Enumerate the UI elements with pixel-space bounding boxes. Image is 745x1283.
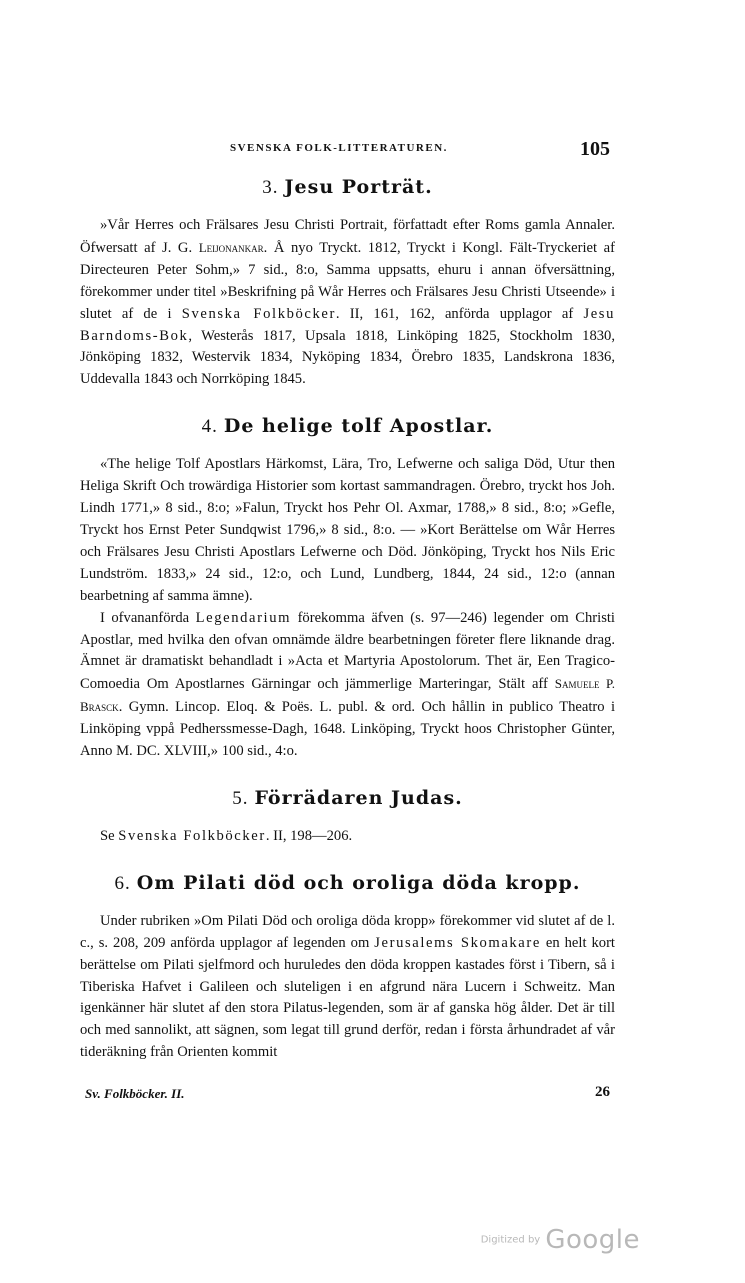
section-number: 6. — [114, 872, 131, 894]
signature-mark: Sv. Folkböcker. II. — [85, 1086, 185, 1101]
body-paragraph — [80, 608, 615, 763]
running-title: SVENSKA FOLK-LITTERATUREN. — [230, 142, 448, 154]
digitized-watermark — [481, 1225, 640, 1255]
paragraph-text: Under rubriken »Om Pilati Död och oroliga döda kropp» förekommer vid slutet af de l. c., s. 208, 209 anförda upplagor af legenden om — [80, 912, 615, 951]
spaced-title-text: Svenska Folkböcker — [118, 827, 266, 844]
paragraph-text: «The helige Tolf Apostlars Härkomst, Lära, Tro, Lefwerne och saliga Död, Utur then Heliga Skrift Och trowärdiga Historier som kortast sammandragen. Örebro, tryckt hos Joh. Lindh 1771,» 8 sid., 8:o; »Falun, Tryckt hos Pehr Ol. Axmar, 1788,» 8 sid., 8:o; »Gefle, Tryckt hos Ernst Peter Sundqwist 1796,» 8 sid., 8:o. — »Kort Berättelse om Wår Herres och Frälsares Jesu Christi Apostlars Lefwerne och Död. Jönköping, Tryckt hos Nils Eric Lundström. 1833,» 24 sid., 12:o, och Lund, Lundberg, 1844, 24 sid., 12:o (annan bearbetning af samma ämne). — [80, 456, 615, 604]
body-paragraph — [80, 826, 615, 848]
page-footer — [85, 1086, 610, 1108]
watermark-small-text: Digitized by — [480, 1234, 541, 1246]
paragraph-text: . II, 198—206. — [265, 827, 353, 844]
section-heading — [80, 411, 615, 442]
body-paragraph — [80, 215, 615, 391]
page-number: 105 — [580, 138, 610, 160]
paragraph-text: Se — [100, 827, 119, 844]
google-logo-text: Google — [545, 1225, 640, 1255]
section-heading — [80, 868, 615, 899]
body-paragraph — [80, 911, 615, 1064]
spaced-title-text: Svenska Folkböcker — [181, 305, 336, 322]
section-heading — [80, 172, 615, 203]
paragraph-text: . II, 161, 162, anförda upplagor af — [335, 305, 584, 322]
section-number: 3. — [262, 177, 279, 198]
section-number: 4. — [201, 416, 218, 438]
small-caps-name: Leijonankar — [198, 239, 264, 255]
section-title: Förrädaren Judas. — [254, 786, 463, 809]
section-title: Om Pilati död och oroliga döda kropp. — [136, 871, 581, 894]
page-body — [80, 172, 615, 1064]
signature-number: 26 — [595, 1084, 610, 1100]
running-head — [90, 138, 630, 160]
paragraph-text: . Gymn. Lincop. Eloq. & Poës. L. publ. & ord. Och hållin in publico Theatro i Linköping vppå Pedherssmesse-Dagh, 1648. Linköping, Tryckt hoos Christopher Günter, Anno M. DC. XLVIII,» 100 sid., 4:o. — [80, 699, 615, 760]
section-heading — [80, 783, 615, 814]
paragraph-text: I ofvananförda — [100, 609, 196, 626]
spaced-title-text: Jesu Barndoms-Bok — [80, 305, 615, 344]
paragraph-text: förekomma äfven (s. 97—246) legender om Christi Apostlar, med hvilka den ofvan omnämde äldre bearbetningen företer flere liknande drag. Ämnet är dramatiskt behandladt i »Acta et Martyria Apostolorum. Thet är, Een Tragico-Comoedia Om Apostlarnes Gärningar och jämmerlige Marteringar, Stält aff — [80, 609, 615, 693]
small-caps-name: Samuele P. Brasck — [80, 676, 616, 715]
paragraph-text: . Å nyo Tryckt. 1812, Tryckt i Kongl. Fält-Tryckeriet af Directeuren Peter Sohm,» 7 sid., 8:o, Samma uppsatts, ehuru i annan öfversättning, förekommer under titel »Beskrifning på Wår Herres och Frälsares Jesu Christi Utseende» i slutet af de i — [80, 239, 615, 322]
spaced-title-text: Jerusalems Skomakare — [374, 934, 541, 951]
section-title: Jesu Porträt. — [284, 176, 433, 198]
section-number: 5. — [232, 787, 249, 809]
paragraph-text: en helt kort berättelse om Pilati sjelfmord och huruledes den döda kroppen kastades först i Tibern, så i Tiberiska Hafvet i Galileen och sluteligen i en afgrund nära Lucern i Schweitz. Man igenkänner här slutet af den stora Pilatus-legenden, som är af ganska hög ålder. Det är till och med sannolikt, att sägnen, som legat till grund derför, redan i första århundradet af vår tideräkning från Orienten kommit — [80, 934, 615, 1061]
section-title: De helige tolf Apostlar. — [223, 415, 494, 438]
spaced-title-text: Legendarium — [195, 609, 292, 626]
paragraph-text: »Vår Herres och Frälsares Jesu Christi Portrait, författadt efter Roms gamla Annaler. Öfwersatt af J. G. — [80, 217, 615, 256]
paragraph-text: , Westerås 1817, Upsala 1818, Linköping 1825, Stockholm 1830, Jönköping 1832, Westervik 1834, Nyköping 1834, Örebro 1835, Landskrona 1836, Uddevalla 1843 och Norrköping 1845. — [80, 327, 615, 388]
body-paragraph — [80, 454, 615, 607]
